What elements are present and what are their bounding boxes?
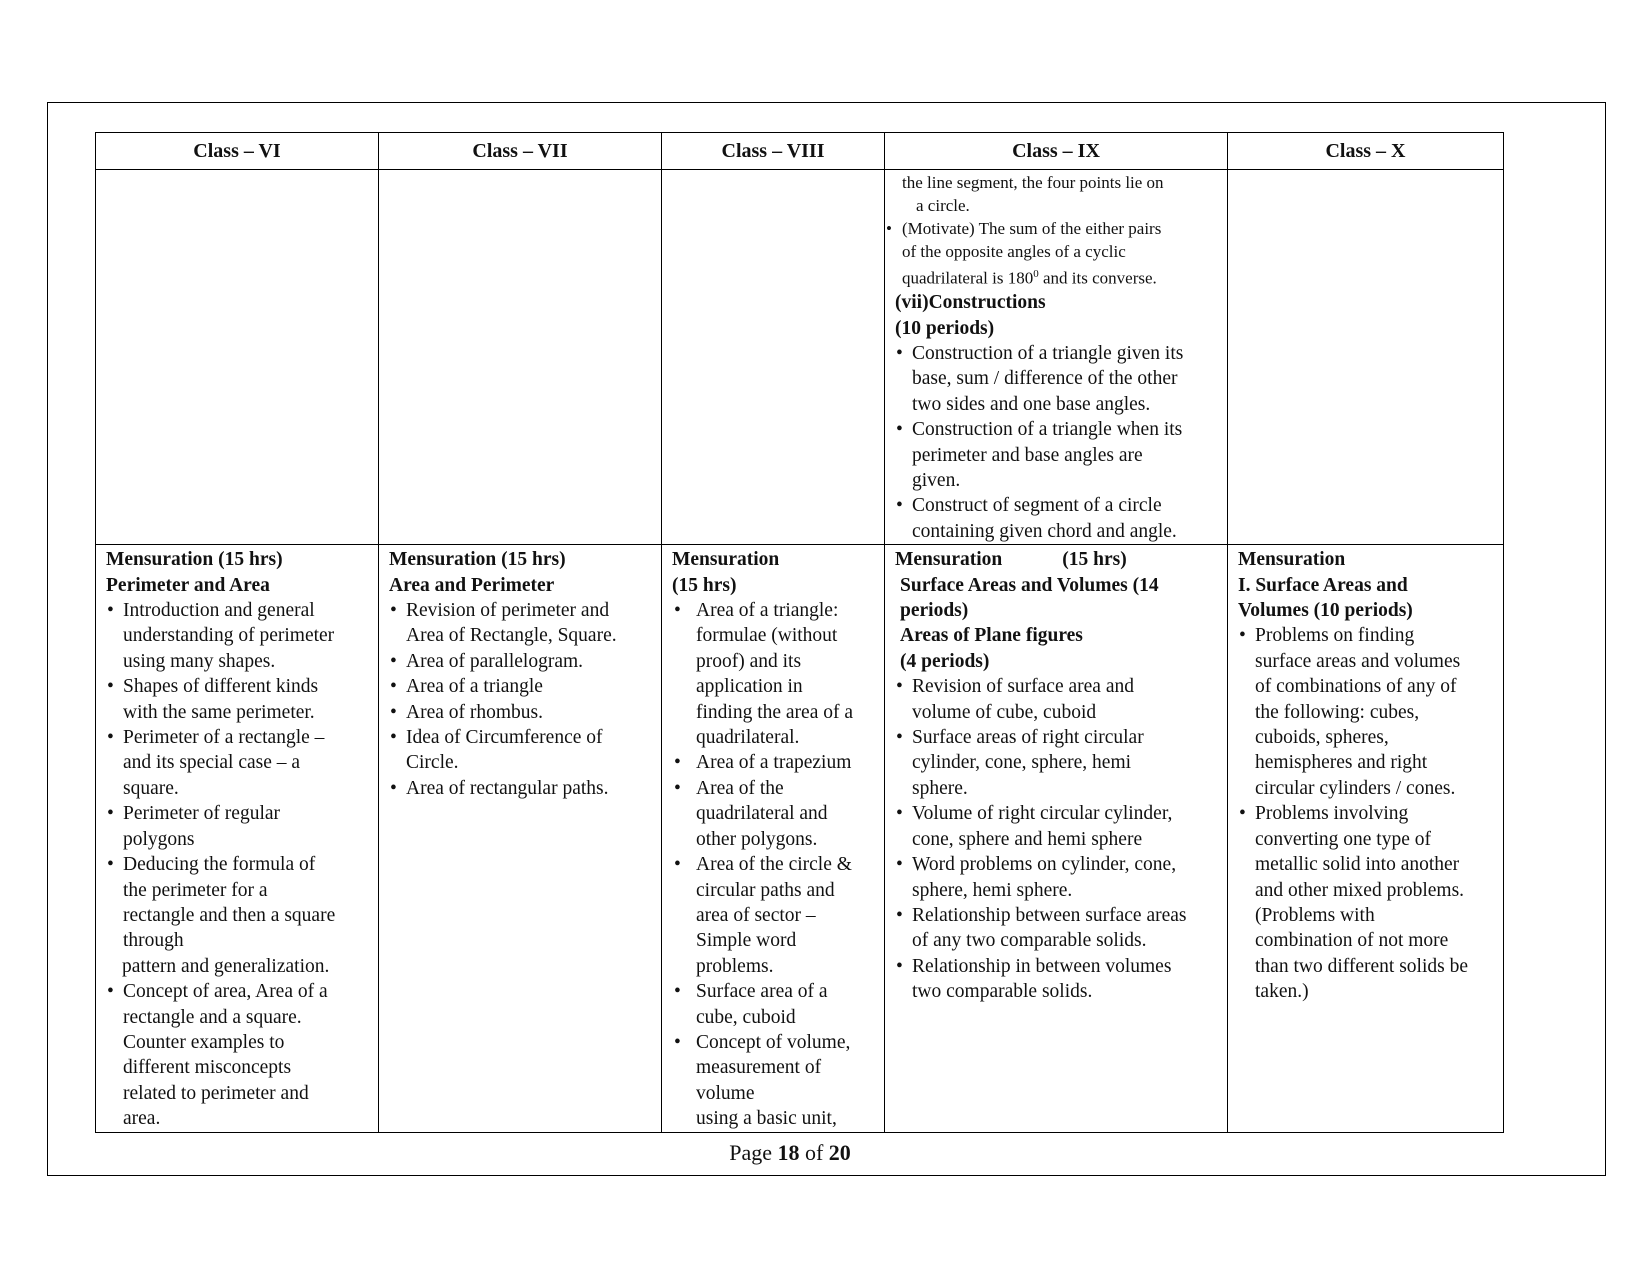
list-item: • Area of a trapezium — [672, 750, 878, 775]
list-item: • Surface area of a cube, cuboid — [672, 979, 878, 1030]
list-item: • Construction of a triangle when its perimeter and base angles are given. — [895, 417, 1221, 493]
cell-vi-empty — [96, 170, 379, 545]
continued-text: the line segment, the four points lie on a circle. — [902, 173, 1164, 215]
cell-ix-mensuration — [885, 545, 1228, 1132]
header-row — [96, 133, 1504, 170]
list-item: • Concept of volume, measurement of volume using a basic unit, — [672, 1030, 878, 1132]
list-item: • Revision of perimeter and Area of Rectangle, Square. — [389, 598, 655, 649]
header-class-vii: Class – VII — [379, 133, 662, 170]
cell-vii-empty — [379, 170, 662, 545]
cell-vii-mensuration — [379, 545, 662, 1132]
section-title: Mensuration (15 hrs) — [106, 549, 283, 571]
page-number: Page 18 of 20 — [729, 1140, 851, 1165]
list-item: • Problems involving converting one type of metallic solid into another and other mixed problems. (Problems with combination of not more than two different solids be taken.) — [1238, 801, 1497, 1004]
list-item: • Area of rhombus. — [389, 700, 655, 725]
list-item: • Area of rectangular paths. — [389, 776, 655, 801]
cell-vi-mensuration — [96, 545, 379, 1132]
section-subtitle: Perimeter and Area — [106, 574, 270, 596]
list-item: • (Motivate) The sum of the either pairs of the opposite angles of a cyclic quadrilateral is $180^0$ and its converse. — [885, 218, 1221, 290]
section-title: Mensuration — [672, 549, 780, 571]
list-item: • Surface areas of right circular cylinder, cone, sphere, hemi sphere. — [895, 725, 1221, 801]
header-class-ix: Class – IX — [885, 133, 1228, 170]
list-item: • Idea of Circumference of Circle. — [389, 725, 655, 776]
list-item: • Volume of right circular cylinder, cone, sphere and hemi sphere — [895, 801, 1221, 852]
list-item: • Area of a triangle: formulae (without proof) and its application in finding the area of a quadrilateral. — [672, 598, 878, 750]
list-item: • Perimeter of a rectangle – and its special case – a square. — [106, 725, 372, 801]
table-row — [96, 545, 1504, 1132]
list-item: • Construct of segment of a circle containing given chord and angle. — [895, 493, 1221, 544]
list-item: • Area of the quadrilateral and other polygons. — [672, 776, 878, 852]
list-item: • Relationship between surface areas of any two comparable solids. — [895, 903, 1221, 954]
header-class-x: Class – X — [1228, 133, 1504, 170]
list-item: • Deducing the formula of the perimeter for a rectangle and then a square through — [106, 852, 372, 954]
list-item: • Perimeter of regular polygons — [106, 801, 372, 852]
list-item: • Construction of a triangle given its base, sum / difference of the other two sides and one base angles. — [895, 341, 1221, 417]
cell-viii-mensuration — [662, 545, 885, 1132]
cell-ix-circles-constructions — [885, 170, 1228, 545]
list-item: • Area of the circle & circular paths and area of sector – Simple word problems. — [672, 852, 878, 979]
list-item: • Problems on finding surface areas and volumes of combinations of any of the following: cubes, cuboids, spheres, hemispheres and right circular cylinders / cones. — [1238, 623, 1497, 801]
list-item: • Revision of surface area and volume of cube, cuboid — [895, 674, 1221, 725]
list-item: • Introduction and general understanding of perimeter using many shapes. — [106, 598, 372, 674]
section-subtitle: Surface Areas and Volumes (14 periods) — [900, 574, 1159, 622]
list-item: • Area of a triangle — [389, 674, 655, 699]
list-item: • Shapes of different kinds with the same perimeter. — [106, 674, 372, 725]
list-item: • Word problems on cylinder, cone, sphere, hemi sphere. — [895, 852, 1221, 903]
list-continuation: pattern and generalization. — [122, 955, 330, 977]
cell-viii-empty — [662, 170, 885, 545]
header-class-viii: Class – VIII — [662, 133, 885, 170]
section-title: Mensuration (15 hrs) — [389, 549, 566, 571]
section-title: Mensuration — [1238, 549, 1346, 571]
section-subtitle: Area and Perimeter — [389, 574, 555, 596]
list-item: • Concept of area, Area of a rectangle and a square. Counter examples to different misconcepts related to perimeter and area. — [106, 979, 372, 1131]
list-item: • Area of parallelogram. — [389, 649, 655, 674]
cell-x-empty — [1228, 170, 1504, 545]
section-title: Mensuration (15 hrs) — [895, 549, 1127, 571]
cell-x-mensuration — [1228, 545, 1504, 1132]
section-subtitle: I. Surface Areas and Volumes (10 periods) — [1238, 574, 1413, 622]
section-subtitle: Areas of Plane figures (4 periods) — [900, 625, 1083, 672]
section-subtitle: (15 hrs) — [672, 574, 737, 596]
syllabus-table — [95, 132, 1504, 1133]
table-row — [96, 170, 1504, 545]
header-class-vi: Class – VI — [96, 133, 379, 170]
section-heading: (vii)Constructions — [895, 292, 1046, 314]
section-periods: (10 periods) — [895, 317, 995, 339]
list-item: • Relationship in between volumes two comparable solids. — [895, 954, 1221, 1005]
